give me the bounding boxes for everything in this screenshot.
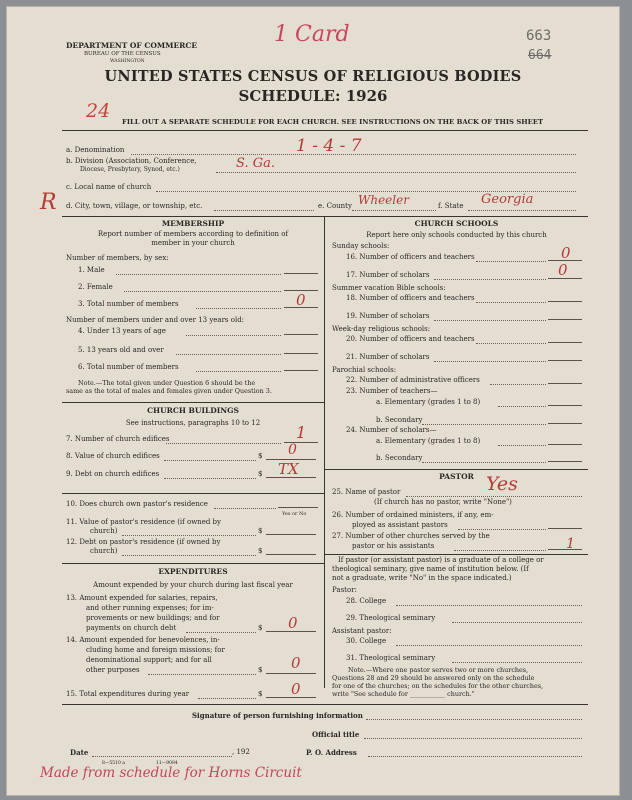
- grad-note-2: theological seminary, give name of institution below. (If: [332, 565, 529, 573]
- dept-name: DEPARTMENT OF COMMERCE: [66, 41, 198, 50]
- q22-label: 22. Number of administrative officers: [346, 376, 480, 384]
- q24-label: 24. Number of scholars—: [346, 426, 437, 434]
- q27-label-a: 27. Number of other churches served by the: [332, 532, 490, 540]
- q16-value: 0: [561, 244, 571, 262]
- q12-label-a: 12. Debt on pastor's residence (if owned by: [66, 538, 221, 546]
- q9-label: 9. Debt on church edifices: [66, 470, 160, 478]
- q3-label: 3. Total number of members: [78, 300, 179, 308]
- q23a-label: a. Elementary (grades 1 to 8): [376, 398, 481, 406]
- q18-label: 18. Number of officers and teachers: [346, 294, 475, 302]
- membership-title: MEMBERSHIP: [161, 219, 225, 228]
- q14-value: 0: [291, 654, 301, 672]
- pastor-note-1: Note.—Where one pastor serves two or more churches,: [348, 666, 529, 674]
- po-address-label: P. O. Address: [306, 748, 357, 757]
- division-label-2: Diocese, Presbytery, Synod, etc.): [80, 166, 180, 173]
- expenditures-title: EXPENDITURES: [158, 567, 228, 576]
- division-value: S. Ga.: [236, 156, 275, 171]
- form-number-struck: 664: [528, 48, 552, 63]
- q13-dollar: $: [258, 624, 263, 632]
- sunday-label: Sunday schools:: [332, 242, 390, 250]
- grad-note-3: not a graduate, write "No" in the space indicated.): [332, 574, 512, 582]
- q7-label: 7. Number of church edifices: [66, 435, 170, 443]
- signature-label: Signature of person furnishing information: [192, 711, 363, 720]
- q14-label-a: 14. Amount expended for benevolences, in-: [66, 636, 220, 644]
- schools-title: CHURCH SCHOOLS: [414, 219, 499, 228]
- q27-value: 1: [566, 536, 575, 552]
- q14-label-c: denominational support; and for all: [86, 656, 212, 664]
- q23b-label: b. Secondary: [376, 416, 423, 424]
- sheet-number: 24: [86, 100, 111, 122]
- q16-label: 16. Number of officers and teachers: [346, 253, 475, 261]
- q31-label: 31. Theological seminary: [346, 654, 436, 662]
- weekday-label: Week-day religious schools:: [332, 325, 431, 333]
- q21-label: 21. Number of scholars: [346, 353, 430, 361]
- membership-note-1: Note.—The total given under Question 6 should be the: [78, 379, 256, 387]
- card-note: 1 Card: [274, 22, 350, 47]
- q15-dollar: $: [258, 690, 263, 698]
- pastor-note-3: for one of the churches; on the schedules for the other churches,: [332, 682, 544, 690]
- q24a-label: a. Elementary (grades 1 to 8): [376, 437, 481, 445]
- form-title: UNITED STATES CENSUS OF RELIGIOUS BODIES: [104, 68, 522, 85]
- form-code-1: 8—5510 a: [102, 761, 125, 766]
- year-label: , 192: [232, 748, 250, 756]
- county-value: Wheeler: [358, 193, 409, 207]
- parochial-label: Parochial schools:: [332, 366, 397, 374]
- pastor-note-2: Questions 28 and 29 should be answered only on the schedule: [332, 674, 535, 682]
- q27-label-b: pastor or his assistants: [352, 542, 435, 550]
- q28-label: 28. College: [346, 597, 387, 605]
- q17-value: 0: [558, 261, 568, 279]
- q3-value: 0: [296, 291, 306, 309]
- sex-label: Number of members, by sex:: [66, 254, 169, 262]
- form-number: 663: [526, 28, 552, 44]
- state-value: Georgia: [481, 192, 534, 207]
- q24b-label: b. Secondary: [376, 454, 423, 462]
- official-title-label: Official title: [312, 730, 360, 739]
- schedule-title: SCHEDULE: 1926: [238, 87, 388, 105]
- q30-label: 30. College: [346, 637, 387, 645]
- q7-value: 1: [296, 423, 307, 442]
- q9-dollar: $: [258, 470, 263, 478]
- expenditures-intro: Amount expended by your church during last fiscal year: [93, 581, 293, 589]
- q10-label: 10. Does church own pastor's residence: [66, 500, 208, 508]
- pastor-note-4: write "See schedule for ___________ church.": [332, 690, 475, 698]
- denomination-value: 1 - 4 - 7: [296, 136, 362, 156]
- q2-label: 2. Female: [78, 283, 113, 291]
- schools-intro: Report here only schools conducted by this church: [366, 231, 547, 239]
- q17-label: 17. Number of scholars: [346, 271, 430, 279]
- age-label: Number of members under and over 13 years old:: [66, 316, 245, 324]
- census-schedule-form: [6, 6, 620, 796]
- city-label: d. City, town, village, or township, etc.: [66, 202, 203, 210]
- q14-label-b: cluding home and foreign missions; for: [86, 646, 225, 654]
- q13-label-c: provements or new buildings; and for: [86, 614, 220, 622]
- q29-label: 29. Theological seminary: [346, 614, 436, 622]
- denomination-label: a. Denomination: [66, 146, 125, 154]
- instruction-line: FILL OUT A SEPARATE SCHEDULE FOR EACH CHURCH. SEE INSTRUCTIONS ON THE BACK OF THIS SHEET: [122, 118, 544, 126]
- q26-label-a: 26. Number of ordained ministers, if any, em-: [332, 511, 494, 519]
- state-label: f. State: [438, 202, 464, 210]
- q15-label: 15. Total expenditures during year: [66, 690, 190, 698]
- county-label: e. County: [318, 202, 352, 210]
- q20-label: 20. Number of officers and teachers: [346, 335, 475, 343]
- q15-value: 0: [291, 680, 301, 698]
- q14-dollar: $: [258, 666, 263, 674]
- bureau-name: BUREAU OF THE CENSUS: [84, 51, 161, 57]
- city-name: WASHINGTON: [110, 59, 145, 64]
- membership-intro-1: Report number of members according to definition of: [97, 230, 289, 238]
- q11-label-a: 11. Value of pastor's residence (if owned by: [66, 518, 221, 526]
- asst-pastor-label: Assistant pastor:: [332, 627, 392, 635]
- division-label: b. Division (Association, Conference,: [66, 157, 197, 165]
- q19-label: 19. Number of scholars: [346, 312, 430, 320]
- local-name-label: c. Local name of church: [66, 183, 152, 191]
- q8-value: 0: [288, 442, 297, 458]
- q4-label: 4. Under 13 years of age: [78, 327, 166, 335]
- membership-intro-2: member in your church: [151, 239, 235, 247]
- pastor-title: PASTOR: [439, 472, 474, 481]
- q13-value: 0: [288, 614, 298, 632]
- yes-no-label: Yes or No: [282, 511, 307, 517]
- date-label: Date: [70, 748, 89, 757]
- q25-label: 25. Name of pastor: [332, 488, 401, 496]
- buildings-title: CHURCH BUILDINGS: [147, 406, 239, 415]
- q8-label: 8. Value of church edifices: [66, 452, 160, 460]
- q6-label: 6. Total number of members: [78, 363, 179, 371]
- summer-label: Summer vacation Bible schools:: [332, 284, 446, 292]
- grad-note-1: If pastor (or assistant pastor) is a graduate of a college or: [338, 556, 544, 564]
- q12-dollar: $: [258, 547, 263, 555]
- r-mark: R: [40, 190, 57, 215]
- q12-label-b: church): [90, 547, 118, 555]
- pastor-sub-label: Pastor:: [332, 586, 357, 594]
- membership-note-2: same as the total of males and females given under Question 3.: [66, 387, 272, 395]
- q13-label-b: and other running expenses; for im-: [86, 604, 214, 612]
- buildings-intro: See instructions, paragraphs 10 to 12: [125, 419, 261, 427]
- q23-label: 23. Number of teachers—: [346, 387, 438, 395]
- q13-label-d: payments on church debt: [86, 624, 177, 632]
- q14-label-d: other purposes: [86, 666, 140, 674]
- q8-dollar: $: [258, 452, 263, 460]
- q11-dollar: $: [258, 527, 263, 535]
- q25-note: (If church has no pastor, write "None"): [374, 498, 512, 506]
- q5-label: 5. 13 years old and over: [78, 346, 164, 354]
- q9-value: TX: [278, 460, 299, 478]
- form-code-2: 11—9084: [156, 761, 178, 766]
- q25-value: Yes: [486, 473, 518, 495]
- q1-label: 1. Male: [78, 266, 105, 274]
- q11-label-b: church): [90, 527, 118, 535]
- q13-label-a: 13. Amount expended for salaries, repairs,: [66, 594, 218, 602]
- q26-label-b: ployed as assistant pastors: [352, 521, 448, 529]
- handwritten-footer-note: Made from schedule for Horns Circuit: [40, 765, 302, 781]
